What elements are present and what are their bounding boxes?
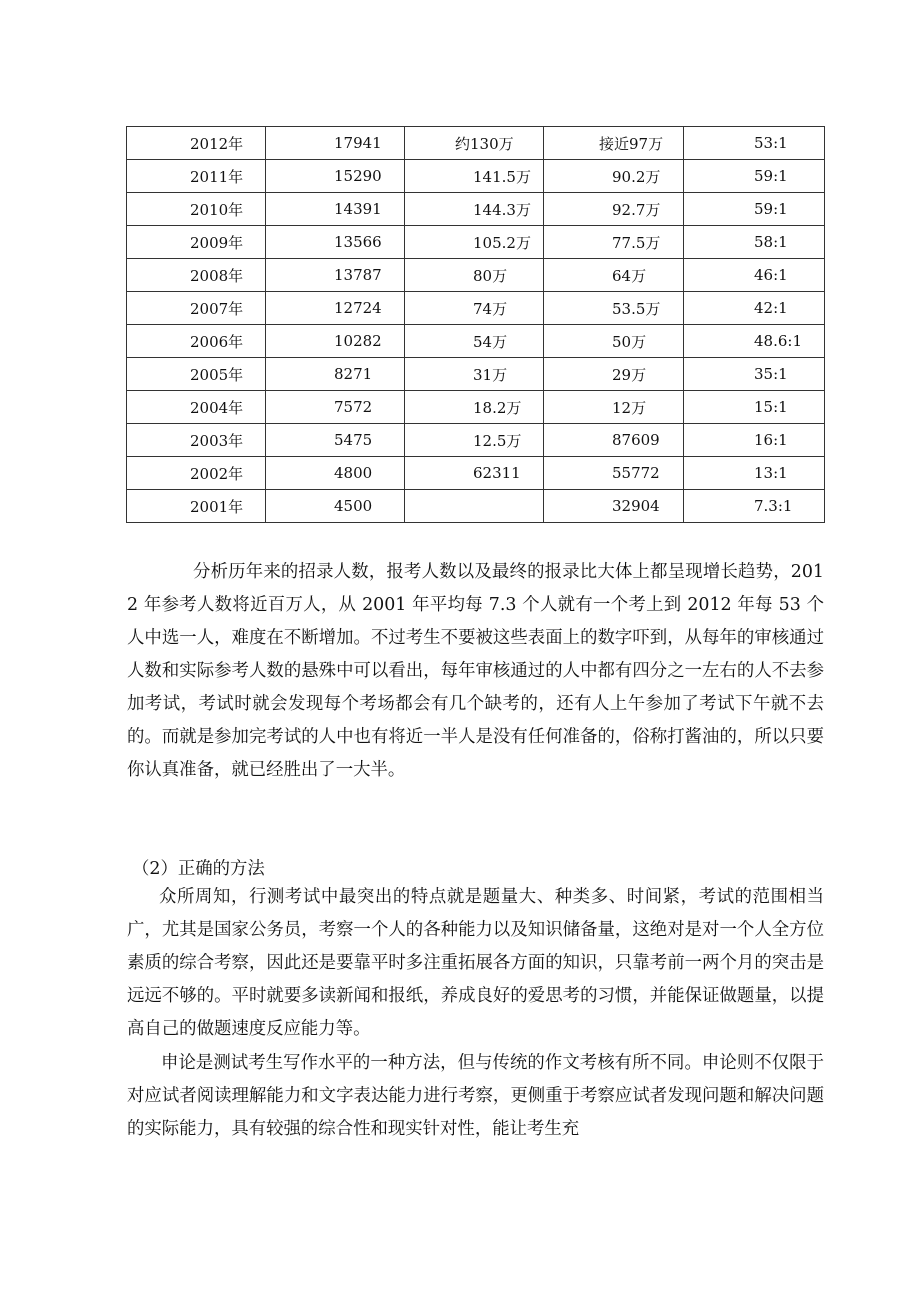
examinees-cell: 12万 [544,391,684,424]
examinees-cell: 接近97万 [544,127,684,160]
applicants-cell: 80万 [405,259,544,292]
year-cell: 2012年 [127,127,266,160]
examinees-cell: 32904 [544,490,684,523]
ratio-cell: 46:1 [684,259,825,292]
xingce-method-paragraph: 众所周知，行测考试中最突出的特点就是题量大、种类多、时间紧，考试的范围相当广，尤其是国家公务员，考察一个人的各种能力以及知识储备量，这绝对是对一个人全方位素质的综合考察，因此还是要靠平时多注重拓展各方面的知识，只靠考前一两个月的突击是远远不够的。平时就要多读新闻和报纸，养成良好的爱思考的习惯，并能保证做题量，以提高自己的做题速度反应能力等。 [127,887,824,1039]
table-row [127,292,825,325]
ratio-cell: 58:1 [684,226,825,259]
analysis-paragraph: 分析历年来的招录人数，报考人数以及最终的报录比大体上都呈现增长趋势，2012 年参考人数将近百万人，从 2001 年平均每 7.3 个人就有一个考上到 2012 年每 53 个人中选一人，难度在不断增加。不过考生不要被这些表面上的数字吓到，从每年的审核通过人数和实际参考人数的悬殊中可以看出，每年审核通过的人中都有四分之一左右的人不去参加考试，考试时就会发现每个考场都会有几个缺考的，还有人上午参加了考试下午就不去的。而就是参加完考试的人中也有将近一半人是没有任何准备的，俗称打酱油的，所以只要你认真准备，就已经胜出了一大半。 [127,562,824,780]
applicants-cell: 约130万 [405,127,544,160]
positions-cell: 12724 [266,292,405,325]
ratio-cell: 42:1 [684,292,825,325]
year-cell: 2003年 [127,424,266,457]
year-cell: 2010年 [127,193,266,226]
examinees-cell: 64万 [544,259,684,292]
examinees-cell: 92.7万 [544,193,684,226]
section-heading: （2）正确的方法 [132,859,265,879]
positions-cell: 4800 [266,457,405,490]
table-body [127,127,825,523]
table-row [127,490,825,523]
examinees-cell: 77.5万 [544,226,684,259]
table-row [127,127,825,160]
examinees-cell: 87609 [544,424,684,457]
examinees-cell: 53.5万 [544,292,684,325]
ratio-cell: 16:1 [684,424,825,457]
table-row [127,325,825,358]
applicants-cell: 18.2万 [405,391,544,424]
applicants-cell: 74万 [405,292,544,325]
applicants-cell: 141.5万 [405,160,544,193]
ratio-cell: 48.6:1 [684,325,825,358]
year-cell: 2006年 [127,325,266,358]
year-cell: 2002年 [127,457,266,490]
examinees-cell: 55772 [544,457,684,490]
ratio-cell: 7.3:1 [684,490,825,523]
table-row [127,226,825,259]
ratio-cell: 13:1 [684,457,825,490]
ratio-cell: 59:1 [684,160,825,193]
positions-cell: 13566 [266,226,405,259]
table-row [127,457,825,490]
table-row [127,160,825,193]
applicants-cell: 54万 [405,325,544,358]
examinees-cell: 50万 [544,325,684,358]
applicants-cell: 105.2万 [405,226,544,259]
year-cell: 2005年 [127,358,266,391]
shenlun-paragraph: 申论是测试考生写作水平的一种方法，但与传统的作文考核有所不同。申论则不仅限于对应试者阅读理解能力和文字表达能力进行考察，更侧重于考察应试者发现问题和解决问题的实际能力，具有较强的综合性和现实针对性，能让考生充 [127,1053,824,1139]
positions-cell: 7572 [266,391,405,424]
table-row [127,259,825,292]
table-row [127,424,825,457]
year-cell: 2009年 [127,226,266,259]
year-cell: 2008年 [127,259,266,292]
applicants-cell: 62311 [405,457,544,490]
applicants-cell: 12.5万 [405,424,544,457]
year-cell: 2001年 [127,490,266,523]
positions-cell: 13787 [266,259,405,292]
exam-statistics-table [126,126,825,523]
table-row [127,358,825,391]
positions-cell: 17941 [266,127,405,160]
positions-cell: 10282 [266,325,405,358]
applicants-cell: 144.3万 [405,193,544,226]
table-row [127,193,825,226]
positions-cell: 15290 [266,160,405,193]
applicants-cell [405,490,544,523]
examinees-cell: 29万 [544,358,684,391]
applicants-cell: 31万 [405,358,544,391]
ratio-cell: 15:1 [684,391,825,424]
ratio-cell: 35:1 [684,358,825,391]
ratio-cell: 59:1 [684,193,825,226]
positions-cell: 4500 [266,490,405,523]
year-cell: 2011年 [127,160,266,193]
year-cell: 2007年 [127,292,266,325]
positions-cell: 8271 [266,358,405,391]
ratio-cell: 53:1 [684,127,825,160]
positions-cell: 5475 [266,424,405,457]
positions-cell: 14391 [266,193,405,226]
year-cell: 2004年 [127,391,266,424]
table-row [127,391,825,424]
examinees-cell: 90.2万 [544,160,684,193]
